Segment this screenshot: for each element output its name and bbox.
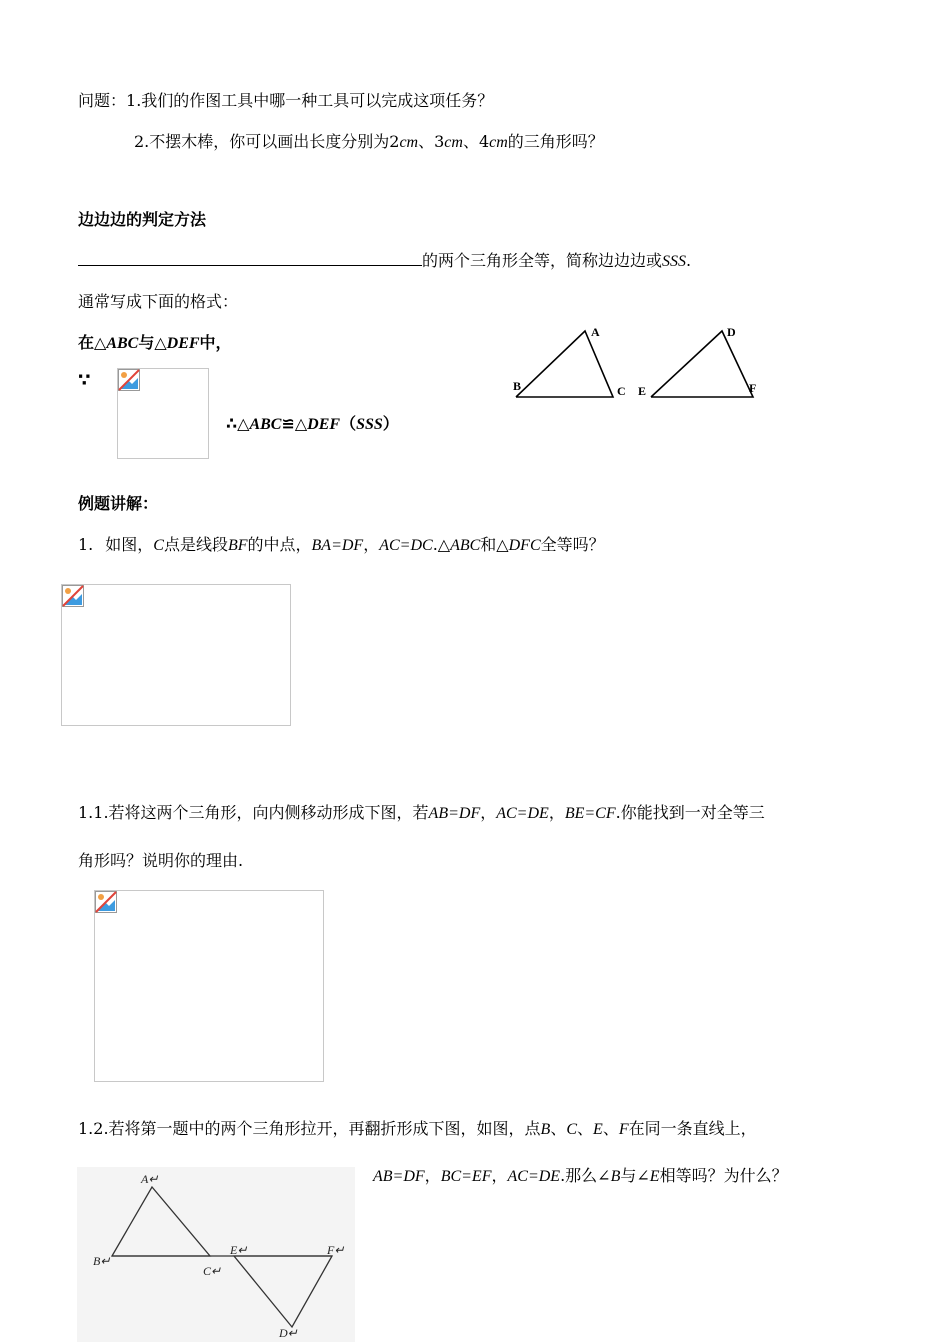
eq-ac-dc: AC=DC [379,537,433,554]
example-1-1-line-2: 角形吗？说明你的理由. [78,851,244,870]
tri-abc: ABC [106,335,139,352]
example-1 [78,532,605,555]
question-lead: 问题： [78,91,127,110]
comma: ， [548,803,565,822]
therefore: ∴△ [226,414,250,433]
broken-image-icon [62,585,84,607]
q2-sep: 、4 [462,132,490,151]
q2-text: 2.不摆木棒，你可以画出长度分别为2 [134,132,400,151]
label-D: D [727,325,736,339]
label-C: C [617,384,626,398]
ex11-text: .你能找到一对全等三 [615,803,765,822]
in-pre: 在△ [78,333,107,352]
point-c: C [566,1121,578,1138]
ex1-text: 和△ [480,535,509,554]
sss-abbr: SSS [662,253,687,270]
in-triangles-line [78,330,232,353]
ex1-text: 的中点， [247,535,312,554]
tri-abc: ABC [249,416,282,433]
ex12-text: .那么∠ [560,1166,611,1185]
tri-def: DEF [166,335,200,352]
sss-heading: 边边边的判定方法 [78,210,207,229]
dun: 、 [577,1119,594,1138]
ex1-text: 如图， [105,535,154,554]
point-f: F [618,1121,629,1138]
ex11-text: 1.1.若将这两个三角形，向内侧移动形成下图，若 [78,803,429,822]
point-c: C [153,537,164,554]
unit-cm: cm [489,134,508,151]
ex1-text: 全等吗？ [540,535,605,554]
paren: （ [340,414,357,433]
fig-label-F: F↵ [327,1243,345,1257]
broken-image-example-1 [61,584,291,726]
example-1-1-line-1 [78,800,765,823]
label-B: B [513,379,522,393]
eq-ac-de: AC=DE [507,1168,561,1185]
ex1-text: 点是线段 [163,535,228,554]
format-intro: 通常写成下面的格式： [78,292,239,311]
example-1-2-line-1 [78,1116,757,1139]
folded-triangles-figure [77,1167,355,1342]
q2-end: 的三角形吗？ [507,132,604,151]
point-e: E [593,1121,603,1138]
fill-blank [78,251,422,266]
angle-e: E [649,1168,660,1185]
dun: 、 [602,1119,619,1138]
ex1-num: 1. [78,535,94,554]
triangles-abc-def-figure [505,320,770,410]
because-symbol: ∵ [78,370,91,391]
triangle-def [651,331,753,397]
period: . [686,251,692,270]
with: 与△ [138,333,167,352]
sss-definition [78,248,691,271]
ex12-text: 1.2.若将第一题中的两个三角形拉开，再翻折形成下图，如图，点 [78,1119,541,1138]
sss-abbr: SSS [356,416,383,433]
comma: ， [363,535,380,554]
tri-abc: ABC [450,537,481,554]
therefore-line [226,411,399,434]
eq-bc-ef: BC=EF [440,1168,492,1185]
mid: 中， [199,333,232,352]
angle-b: B [610,1168,621,1185]
q2-sep: 、3 [418,132,445,151]
eq-ac-de: AC=DE [496,805,549,822]
label-F: F [749,381,757,395]
question-line-1 [78,88,493,111]
tri-dfc: DFC [508,537,541,554]
broken-image-icon [118,369,140,391]
example-heading: 例题讲解： [78,494,159,513]
example-1-2-line-2 [373,1163,788,1186]
broken-image-conditions [117,368,209,459]
paren: ） [382,414,399,433]
fig-label-D: D↵ [279,1326,298,1340]
seg-bf: BF [227,537,248,554]
eq-ab-df: AB=DF [428,805,481,822]
ex12-text: 在同一条直线上， [628,1119,757,1138]
label-E: E [638,384,647,398]
congruent: ≌△ [281,414,308,433]
ex12-text: 与∠ [620,1166,650,1185]
ex1-text: .△ [432,535,451,554]
broken-image-icon [95,891,117,913]
question-line-2 [134,129,604,152]
eq-ab-df: AB=DF [373,1168,425,1185]
triangle-abc [516,331,613,397]
eq-ba-df: BA=DF [311,537,364,554]
sss-def-text: 的两个三角形全等，简称边边边或 [422,251,663,270]
comma: ， [424,1166,441,1185]
triangle-abc [112,1187,210,1256]
comma: ， [491,1166,508,1185]
triangle-def [234,1256,332,1327]
eq-be-cf: BE=CF [564,805,616,822]
broken-image-example-1-1 [94,890,324,1082]
fig-label-E: E↵ [230,1243,248,1257]
fig-label-C: C↵ [203,1264,222,1278]
question-1: 1.我们的作图工具中哪一种工具可以完成这项任务？ [126,91,494,110]
fig-label-B: B↵ [93,1254,111,1268]
comma: ， [480,803,497,822]
label-A: A [591,325,600,339]
ex12-text: 相等吗？为什么？ [659,1166,788,1185]
point-b: B [540,1121,551,1138]
dun: 、 [550,1119,567,1138]
unit-cm: cm [444,134,463,151]
fig-label-A: A↵ [141,1172,159,1186]
unit-cm: cm [399,134,419,151]
tri-def: DEF [307,416,341,433]
folded-triangles-svg [77,1167,355,1342]
